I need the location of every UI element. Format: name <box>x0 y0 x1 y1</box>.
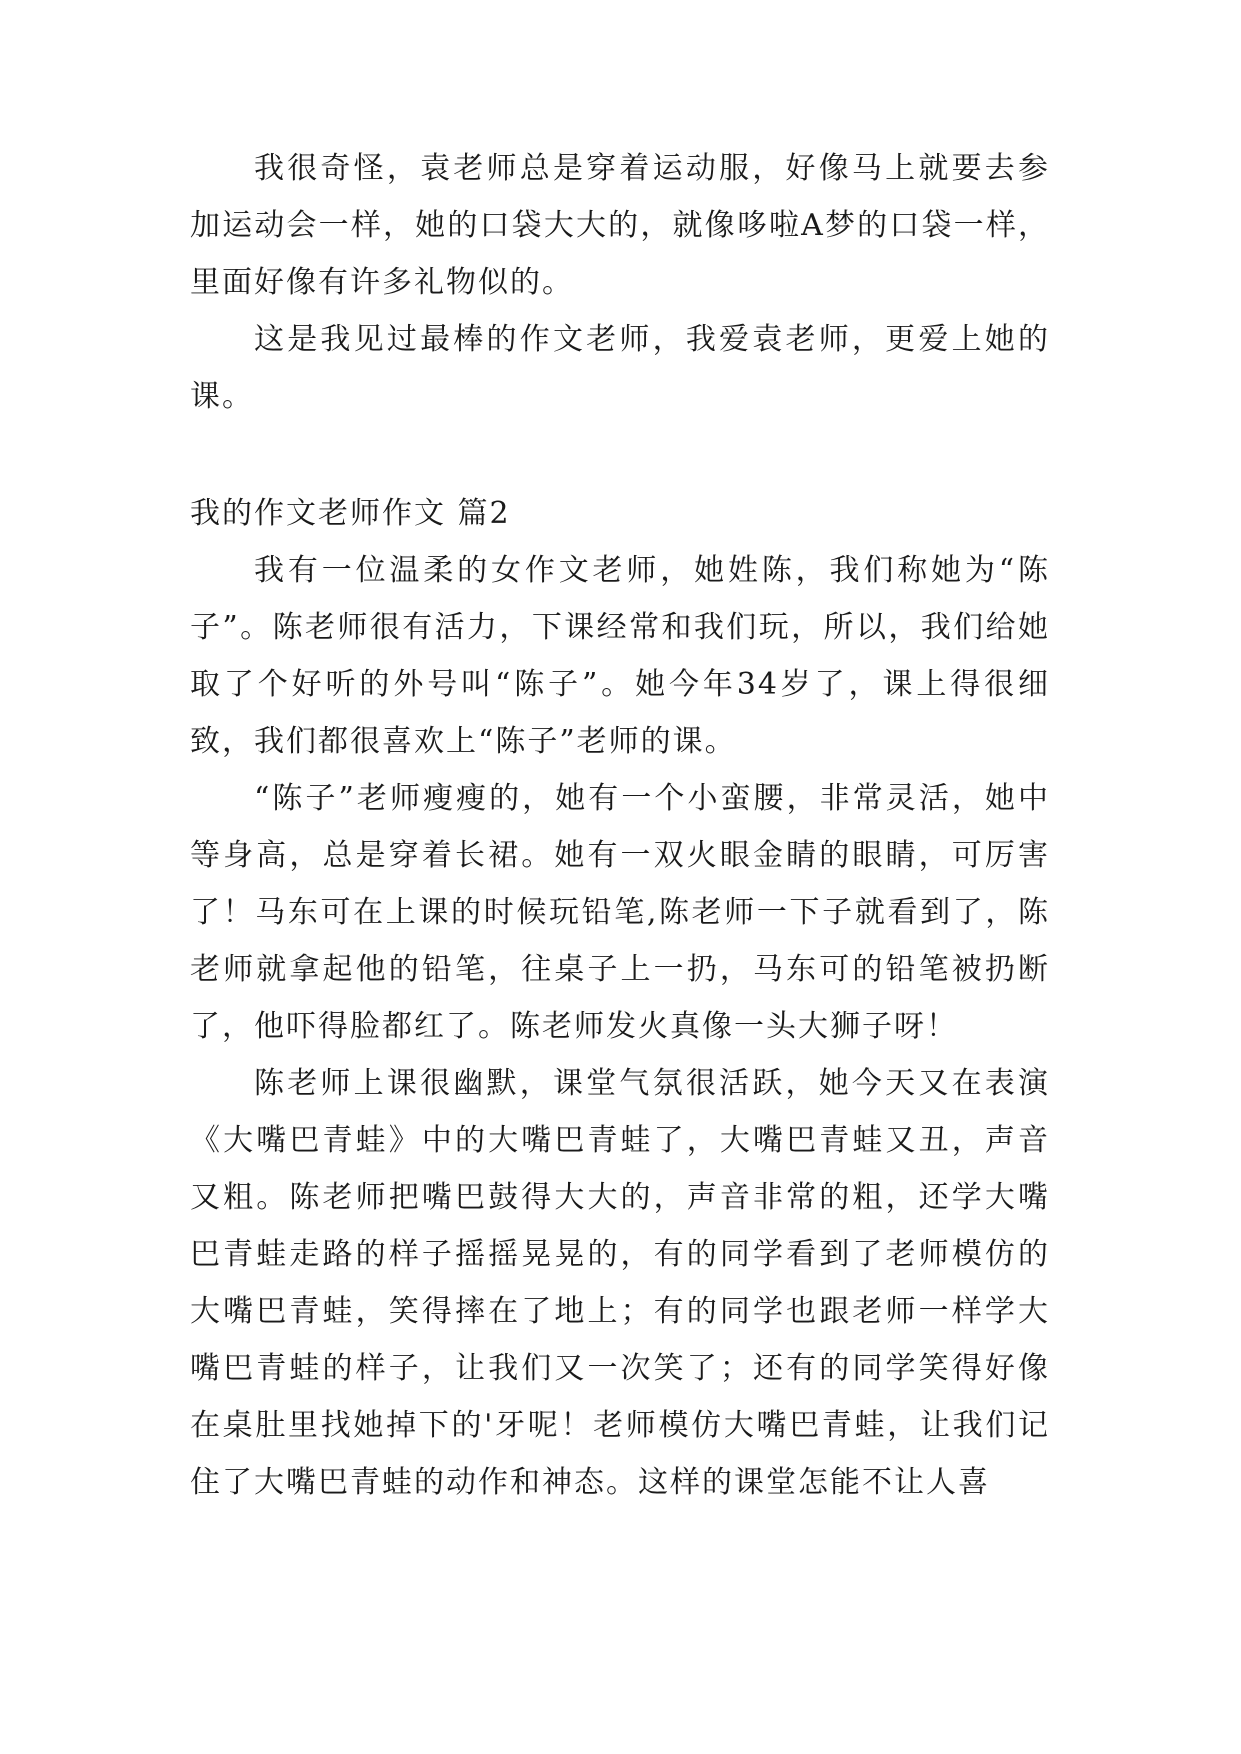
paragraph: 这是我见过最棒的作文老师，我爱袁老师，更爱上她的课。 <box>190 322 1050 414</box>
paragraph: 陈老师上课很幽默，课堂气氛很活跃，她今天又在表演《大嘴巴青蛙》中的大嘴巴青蛙了，大嘴巴青蛙又丑，声音又粗。陈老师把嘴巴鼓得大大的，声音非常的粗，还学大嘴巴青蛙走路的样子摇摇晃晃的，有的同学看到了老师模仿的大嘴巴青蛙，笑得摔在了地上；有的同学也跟老师一样学大嘴巴青蛙的样子，让我们又一次笑了；还有的同学笑得好像在桌肚里找她掉下的'牙呢！老师模仿大嘴巴青蛙，让我们记住了大嘴巴青蛙的动作和神态。这样的课堂怎能不让人喜 <box>190 1066 1050 1500</box>
paragraph: 我很奇怪，袁老师总是穿着运动服，好像马上就要去参加运动会一样，她的口袋大大的，就像哆啦A梦的口袋一样，里面好像有许多礼物似的。 <box>190 151 1050 300</box>
document-page <box>190 140 1050 1511</box>
paragraph: 我有一位温柔的女作文老师，她姓陈，我们称她为“陈子”。陈老师很有活力，下课经常和我们玩，所以，我们给她取了个好听的外号叫“陈子”。她今年34岁了，课上得很细致，我们都很喜欢上“陈子”老师的课。 <box>190 553 1050 759</box>
section-heading: 我的作文老师作文 篇2 <box>190 496 511 531</box>
paragraph: “陈子”老师瘦瘦的，她有一个小蛮腰，非常灵活，她中等身高，总是穿着长裙。她有一双火眼金睛的眼睛，可厉害了！马东可在上课的时候玩铅笔,陈老师一下子就看到了，陈老师就拿起他的铅笔，往桌子上一扔，马东可的铅笔被扔断了，他吓得脸都红了。陈老师发火真像一头大狮子呀！ <box>190 781 1050 1044</box>
